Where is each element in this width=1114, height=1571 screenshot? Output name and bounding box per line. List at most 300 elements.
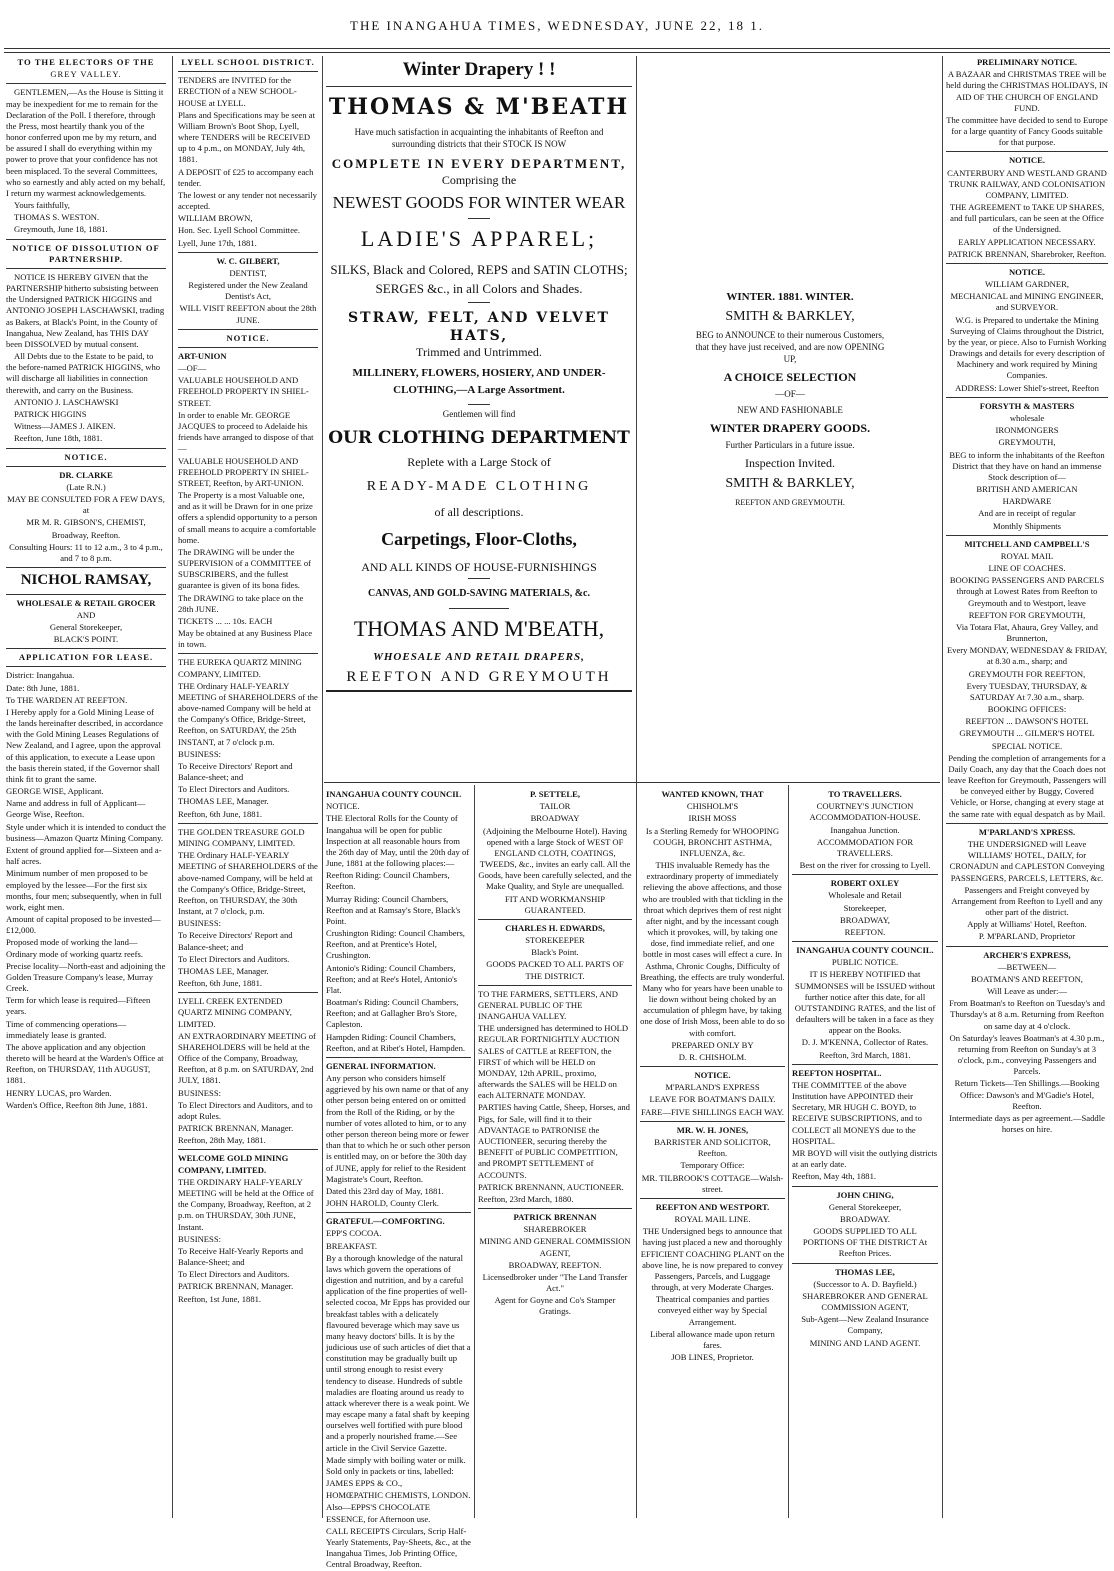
advert-line: IRONMONGERS xyxy=(995,425,1059,436)
advert-divider xyxy=(640,1121,785,1122)
advert-line: Extent of ground applied for—Sixteen and a-half acres. xyxy=(6,844,162,867)
advert-line: Registered under the New Zealand Dentist's Act, xyxy=(188,280,308,302)
advert-line: D. R. CHISHOLM. xyxy=(678,1051,747,1062)
advert-line: PREPARED ONLY BY xyxy=(671,1039,754,1050)
advert-line: Reefton, 3rd March, 1881. xyxy=(819,1049,911,1060)
advert-divider xyxy=(326,1057,471,1058)
drapery-comprising: Comprising the xyxy=(441,172,517,187)
advert-line: IRISH MOSS xyxy=(688,813,737,824)
advert-line: (Late R.N.) xyxy=(66,481,106,492)
advert-line: FORSYTH & MASTERS xyxy=(979,400,1075,411)
drapery-gentlemen: Gentlemen will find xyxy=(442,408,516,419)
advert-divider xyxy=(640,1198,785,1199)
advert xyxy=(946,401,1108,532)
advert-line: THE ORDINARY HALF-YEARLY MEETING will be held at the Office of the Company, Broadway, Reefton, at 2 p.m. on THURSDAY, 30th JUNE, Instant. xyxy=(178,1176,314,1232)
advert xyxy=(178,57,318,68)
advert-line: AND xyxy=(76,609,96,620)
advert xyxy=(640,789,785,1063)
advert-line: BROADWAY, REEFTON. xyxy=(508,1259,602,1270)
advert-line: Hampden Riding: Council Chambers, Reefton, and at Ribet's Hotel, Hampden. xyxy=(326,1031,466,1053)
advert-line: Reefton, June 18th, 1881. xyxy=(14,433,103,444)
advert-line: BARRISTER AND SOLICITOR, Reefton. xyxy=(654,1136,771,1159)
advert-divider xyxy=(178,823,318,824)
advert xyxy=(178,1153,318,1304)
advert-line: Wholesale and Retail xyxy=(828,890,902,901)
advert xyxy=(326,789,471,1054)
advert-line: Apply at Williams' Hotel, Reefton. xyxy=(967,919,1087,930)
advert xyxy=(178,75,318,249)
advert-line: ROYAL MAIL xyxy=(1000,550,1054,561)
advert-line: Reefton, May 4th, 1881. xyxy=(792,1171,877,1182)
advert-line: GRATEFUL—COMFORTING. xyxy=(326,1216,445,1227)
advert-divider xyxy=(178,653,318,654)
advert-line: Best on the river for crossing to Lyell. xyxy=(799,860,931,871)
advert xyxy=(178,256,318,326)
advert-line: HARDWARE xyxy=(1002,496,1052,507)
advert-line: GEORGE WISE, Applicant. xyxy=(6,786,104,797)
advert-line: P. M'PARLAND, Proprietor xyxy=(978,931,1076,942)
advert-line: REEFTON FOR GREYMOUTH, xyxy=(968,609,1086,620)
advert-line: In order to enable Mr. GEORGE JACQUES to proceed to Adelaide his friends have arranged to dispose of that— xyxy=(178,409,314,454)
advert-divider xyxy=(6,239,166,240)
advert-line: BOOKING OFFICES: xyxy=(987,704,1067,715)
advert xyxy=(946,827,1108,943)
advert-line: GOODS SUPPLIED TO ALL PORTIONS OF THE DISTRICT At Reefton Prices. xyxy=(802,1226,928,1259)
column-divider xyxy=(636,56,637,1518)
top-rule-2 xyxy=(4,52,1110,53)
advert-line: Storekeeper, xyxy=(843,902,887,913)
advert-line: HENRY LUCAS, pro Warden. xyxy=(6,1087,112,1098)
advert-divider xyxy=(178,992,318,993)
advert-line: Agent for Goyne and Co's Stamper Gratings. xyxy=(494,1295,616,1317)
advert-divider xyxy=(792,874,938,875)
advert-line: THOMAS LEE, Manager. xyxy=(178,796,269,807)
advert-line: PATRICK HIGGINS xyxy=(14,408,87,419)
drapery-title: Winter Drapery ! ! xyxy=(402,59,556,80)
advert-line: The lowest or any tender not necessarily accepted. xyxy=(178,189,317,212)
advert-line: ROYAL MAIL LINE. xyxy=(674,1214,751,1225)
advert-line: DENTIST, xyxy=(229,267,267,278)
drapery-house: AND ALL KINDS OF HOUSE-FURNISHINGS xyxy=(361,559,597,574)
advert-line: General Storekeeper, xyxy=(49,621,123,632)
mid-rule xyxy=(324,782,940,783)
advert xyxy=(178,827,318,989)
advert-line: BREAKFAST. xyxy=(326,1240,378,1251)
advert-line: HOMŒPATHIC CHEMISTS, LONDON. xyxy=(326,1490,471,1501)
advert xyxy=(6,670,166,1111)
advert-line: wholesale xyxy=(1009,412,1045,423)
advert xyxy=(6,452,166,463)
advert-line: To Elect Directors and Auditors. xyxy=(178,953,290,964)
advert-line: To Elect Directors and Auditors. xyxy=(178,1269,290,1280)
winter-line: WINTER DRAPERY GOODS. xyxy=(709,420,871,435)
advert-line: REEFTON HOSPITAL. xyxy=(792,1067,882,1078)
advert-line: To Receive Half-Yearly Reports and Balance-Sheet; and xyxy=(178,1245,304,1268)
advert-line: NOTICE. xyxy=(1008,266,1046,277)
advert xyxy=(946,267,1108,394)
advert-line: BROADWAY, xyxy=(840,914,890,925)
advert-divider xyxy=(6,466,166,467)
advert-line: REEFTON ... DAWSON'S HOTEL xyxy=(965,716,1089,727)
advert-line: GREYMOUTH FOR REEFTON, xyxy=(968,668,1086,679)
advert xyxy=(946,155,1108,260)
advert xyxy=(792,945,938,1061)
advert-line: LEAVE FOR BOATMAN'S DAILY. xyxy=(649,1094,776,1105)
advert-line: On Saturday's leaves Boatman's at 4.30 p.m., returning from Reefton on Sunday's at 3 o'clock, p.m., conveying Passengers and Parcels. xyxy=(949,1032,1105,1077)
advert-divider xyxy=(946,535,1108,536)
advert-line: Any person who considers himself aggrieved by his own name or that of any other person being entered on or omitted from the Roll of the Riding, or by the number of votes alloted to him, or to any other person thereon being more or fewer than that to which he or such other person is entitled may, on or before the 30th day of JUNE, apply for relief to the Resident Magistrate's Court, Reefton. xyxy=(326,1073,471,1184)
winter-advert xyxy=(690,286,890,546)
advert-line: BROADWAY xyxy=(530,813,580,824)
advert-line: CANTERBURY AND WESTLAND GRAND TRUNK RAILWAY, AND COLONISATION COMPANY, LIMITED. xyxy=(947,167,1107,200)
advert-line: MITCHELL AND CAMPBELL'S xyxy=(964,538,1090,549)
advert-divider xyxy=(6,648,166,649)
advert-line: MECHANICAL and MINING ENGINEER, and SURVEYOR. xyxy=(950,291,1104,313)
drapery-replete: Replete with a Large Stock of xyxy=(407,454,551,469)
advert-divider xyxy=(326,1212,471,1213)
advert-line: Pending the completion of arrangements for a Daily Coach, any day that the Coach does not leave Reefton for Greymouth, Passengers will be conveyed either by Buggy, Covered Vehicle, or Horse, changing at every stage at the same rate with equal despatch as by Mail. xyxy=(947,752,1107,819)
advert-line: —BETWEEN— xyxy=(997,961,1057,972)
drapery-wholesale: WHOESALE AND RETAIL DRAPERS, xyxy=(373,650,585,663)
advert-line: Name and address in full of Applicant—George Wise, Reefton. xyxy=(6,798,146,820)
advert-line: Intermediate days as per agreement.—Saddle horses on hire. xyxy=(949,1112,1105,1135)
advert-divider xyxy=(6,594,166,595)
advert xyxy=(946,57,1108,148)
advert-line: MR BOYD will visit the outlying districts at an early date. xyxy=(792,1147,938,1170)
advert-line: THE COMMITTEE of the above Institution have APPOINTED their Secretary, MR HUGH C. BOYD, to RECEIVE SUBSCRIPTIONS, and to COLLECT all MONEYS due to the HOSPITAL. xyxy=(792,1079,922,1146)
advert-line: Consulting Hours: 11 to 12 a.m., 3 to 4 p.m., and 7 to 8 p.m. xyxy=(9,541,163,563)
advert-divider xyxy=(478,1208,632,1209)
advert-line: Dated this 23rd day of May, 1881. xyxy=(326,1185,444,1196)
advert-divider xyxy=(178,71,318,72)
advert-line: NOTICE OF DISSOLUTION OF PARTNERSHIP. xyxy=(12,242,160,264)
drapery-ladies: LADIE'S APPAREL; xyxy=(360,226,598,252)
advert-line: Plans and Specifications may be seen at William Brown's Boot Shop, Lyell, where TENDERS will be RECEIVED up to 4 p.m., on MONDAY, July 4th, 1881. xyxy=(178,109,315,165)
advert-line: PATRICK BRENNANN, AUCTIONEER. xyxy=(478,1181,624,1192)
advert-line: MR M. R. GIBSON'S, CHEMIST, xyxy=(26,517,146,528)
advert-line: Murray Riding: Council Chambers, Reefton and at Ramsay's Store, Black's Point. xyxy=(326,893,461,926)
advert-line: REEFTON. xyxy=(844,926,886,937)
advert-line: Greymouth, June 18, 1881. xyxy=(14,224,108,235)
advert-line: THE undersigned has determined to HOLD REGULAR FORTNIGHTLY AUCTION SALES of CATTLE at REEFTON, the FIRST of which will be HELD on MONDAY, 12th APRIL, proximo, afterwards the SALES will be HELD on each ALTERNATE MONDAY. xyxy=(478,1023,629,1101)
advert xyxy=(178,996,318,1146)
advert-line: JOB LINES, Proprietor. xyxy=(671,1352,754,1363)
advert-line: By a thorough knowledge of the natural laws which govern the operations of digestion and nutrition, and by a careful application of the fine properties of well-selected cocoa, Mr Epps has provided our breakfast tables with a delicately flavoured beverage which may save us many heavy doctors' bills. It is by the judicious use of such articles of diet that a constitution may be gradually built up until strong enough to resist every tendency to disease. Hundreds of subtle maladies are floating around us ready to attack wherever there is a weak point. We may escape many a fatal shaft by keeping ourselves well fortified with pure blood and a properly nourished frame.—See article in the Civil Service Gazette. xyxy=(326,1252,471,1453)
advert-line: EARLY APPLICATION NECESSARY. xyxy=(958,236,1096,247)
advert xyxy=(792,878,938,938)
winter-line: SMITH & BARKLEY, xyxy=(725,476,855,492)
advert xyxy=(792,1190,938,1260)
advert-line: Lyell, June 17th, 1881. xyxy=(178,237,257,248)
advert-divider xyxy=(792,941,938,942)
masthead: THE INANGAHUA TIMES, WEDNESDAY, JUNE 22, 18 1. xyxy=(350,18,764,33)
advert-line: BOATMAN'S AND REEFTON, xyxy=(971,973,1083,984)
advert-line: The committee have decided to send to Europe for a large quantity of Fancy Goods suitable for that purpose. xyxy=(946,114,1108,148)
advert-line: BOOKING PASSENGERS AND PARCELS through at Lowest Rates from Reefton to Greymouth and to Westport, leave xyxy=(949,575,1105,608)
advert-line: THE Ordinary HALF-YEARLY MEETING of SHAREHOLDERS of the above-named Company will be held at the Company's Office, Bridge-Street, Reefton, on SATURDAY, the 25th INSTANT, at 7 o'clock p.m. xyxy=(178,680,318,747)
advert-line: NOTICE. xyxy=(226,332,270,343)
column-divider xyxy=(942,56,943,1518)
drapery-carpetings: Carpetings, Floor-Cloths, xyxy=(381,529,577,550)
advert xyxy=(478,923,632,982)
advert-line: BLACK'S POINT. xyxy=(53,634,119,645)
advert-line: LYELL CREEK EXTENDED QUARTZ MINING COMPANY, LIMITED. xyxy=(178,996,292,1029)
advert-line: NOTICE. xyxy=(64,451,108,462)
advert-line: A BAZAAR and CHRISTMAS TREE will be held during the CHRISTMAS HOLIDAYS, IN AID OF THE CHURCH OF ENGLAND FUND. xyxy=(946,69,1109,113)
advert-line: WILL VISIT REEFTON about the 28th JUNE. xyxy=(179,303,317,325)
winter-line: —OF— xyxy=(775,389,805,400)
advert-line: Precise locality—North-east and adjoining the Golden Treasure Company's lease, Murray Creek. xyxy=(6,960,166,994)
advert-line: TO THE ELECTORS OF THE xyxy=(17,57,155,67)
advert-line: VALUABLE HOUSEHOLD AND FREEHOLD PROPERTY IN SHIEL-STREET. xyxy=(178,375,309,408)
advert-line: NOTICE. xyxy=(694,1070,731,1081)
advert-line: GREY VALLEY. xyxy=(50,69,122,80)
advert-line: Is a Sterling Remedy for WHOOPING COUGH, BRONCHIT ASTHMA, INFLUENZA, &c. xyxy=(645,825,780,858)
advert-line: Sub-Agent—New Zealand Insurance Company, xyxy=(801,1314,929,1336)
advert-line: To Receive Directors' Report and Balance-sheet; and xyxy=(178,760,293,783)
advert-line: DR. CLARKE xyxy=(59,469,113,480)
advert-line: ROBERT OXLEY xyxy=(830,878,900,889)
advert-line: BUSINESS: xyxy=(178,1087,221,1098)
advert-line: JOHN CHING, xyxy=(836,1189,894,1200)
advert xyxy=(178,333,318,344)
advert-divider xyxy=(478,985,632,986)
winter-line: A CHOICE SELECTION xyxy=(723,369,857,384)
advert-line: The Property is a most Valuable one, and as it will be Drawn for in one prize offers a splendid opportunity to a person of small means to acquire a comfortable home. xyxy=(178,490,318,545)
advert xyxy=(6,470,166,564)
advert-divider xyxy=(178,252,318,253)
advert-line: The DRAWING will be under the SUPERVISION of a COMMITTEE of SUBSCRIBERS, and the fullest guarantee is given of its bona fides. xyxy=(178,546,311,591)
advert-line: Antonio's Riding: Council Chambers, Reefton; and at Ree's Hotel, Antonio's Flat. xyxy=(326,962,458,995)
advert xyxy=(640,1125,785,1195)
drapery-hats: STRAW, FELT, AND VELVET HATS, xyxy=(348,309,610,345)
advert-line: AN EXTRAORDINARY MEETING of SHAREHOLDERS will be held at the Office of the Company, Broadway, Reefton, at 8 p.m. on SATURDAY, 2nd JULY, 1881. xyxy=(178,1030,316,1086)
drapery-firm: THOMAS & M'BEATH xyxy=(328,93,630,120)
drapery-trimmed: Trimmed and Untrimmed. xyxy=(416,345,542,360)
advert-line: TO THE FARMERS, SETTLERS, AND GENERAL PUBLIC OF THE INANGAHUA VALLEY. xyxy=(478,988,618,1022)
advert-divider xyxy=(792,1064,938,1065)
advert-divider xyxy=(6,666,166,667)
advert-line: And are in receipt of regular xyxy=(978,508,1076,519)
advert-line: INANGAHUA COUNTY COUNCIL xyxy=(326,789,462,799)
advert-divider xyxy=(6,567,166,568)
drapery-newest: NEWEST GOODS FOR WINTER WEAR xyxy=(332,193,626,213)
advert-line: GOODS PACKED TO ALL PARTS OF THE DISTRICT. xyxy=(486,959,624,981)
advert-divider xyxy=(946,397,1108,398)
advert-line: Via Totara Flat, Ahaura, Grey Valley, and Brunnerton, xyxy=(956,621,1098,644)
advert-line: Witness—JAMES J. AIKEN. xyxy=(14,421,116,432)
advert-line: NOTICE. xyxy=(326,801,360,812)
drapery-towns: REEFTON AND GREYMOUTH xyxy=(326,668,632,692)
winter-line: BEG to ANNOUNCE to their numerous Customers, that they have just received, and are now OPENING UP, xyxy=(695,330,885,364)
advert-line: COURTNEY'S JUNCTION ACCOMMODATION-HOUSE. xyxy=(809,801,921,823)
advert-line: TO TRAVELLERS. xyxy=(828,789,902,799)
drapery-silks: SILKS, Black and Colored, REPS and SATIN CLOTHS; SERGES &c., in all Colors and Shades. xyxy=(330,261,628,297)
advert-line: WELCOME GOLD MINING COMPANY, LIMITED. xyxy=(178,1153,289,1175)
advert-divider xyxy=(946,823,1108,824)
advert-line: Reefton, 6th June, 1881. xyxy=(178,978,263,989)
advert-line: Style under which it is intended to conduct the business—Amazon Quartz Mining Company. xyxy=(6,821,166,843)
advert-line: EPP'S COCOA. xyxy=(326,1228,382,1239)
advert-line: Time of commencing operations—immediately lease is granted. xyxy=(6,1018,127,1040)
advert-line: ARCHER'S EXPRESS, xyxy=(983,949,1071,960)
advert-line: IT IS HEREBY NOTIFIED that SUMMONSES will be ISSUED without further notice after this date, for all OUTSTANDING RATES, and the list of defaulters will be taken in a face as they appear on the Books. xyxy=(794,969,936,1036)
advert-line: JOHN HAROLD, County Clerk. xyxy=(326,1198,439,1209)
advert-line: M'PARLAND'S EXPRESS xyxy=(665,1082,760,1093)
advert-line: CHARLES H. EDWARDS, xyxy=(505,922,605,933)
advert-line: —OF— xyxy=(178,363,207,374)
drapery-intro: Have much satisfaction in acquainting the inhabitants of Reefton and surrounding districts that their STOCK IS NOW xyxy=(354,127,604,149)
advert-line: Boatman's Riding: Council Chambers, Reefton; and at Gallagher Bro's Store, Capleston. xyxy=(326,997,459,1030)
column-4b xyxy=(792,788,938,1518)
advert-line: PATRICK BRENNAN xyxy=(513,1212,597,1223)
advert-line: Also—EPPS'S CHOCOLATE ESSENCE, for Afternoon use. xyxy=(326,1502,431,1524)
advert-line: To Receive Directors' Report and Balance-sheet; and xyxy=(178,930,293,952)
advert-line: To Elect Directors and Auditors. xyxy=(178,784,290,795)
advert-line: PATRICK BRENNAN, Manager. xyxy=(178,1123,294,1134)
advert-divider xyxy=(946,151,1108,152)
advert-line: Temporary Office: xyxy=(680,1160,745,1171)
advert-line: A DEPOSIT of £25 to accompany each tender. xyxy=(178,166,314,188)
advert-line: LINE OF COACHES. xyxy=(988,563,1066,574)
advert-line: ANTONIO J. LASCHAWSKI xyxy=(14,396,119,407)
advert-line: THOMAS LEE, xyxy=(835,1266,895,1277)
advert-line: Reefton, 1st June, 1881. xyxy=(178,1293,262,1304)
advert-line: THE Undersigned begs to announce that having just placed a new and thoroughly EFFICIENT COACHING PLANT on the above line, he is now prepared to convey Passengers, Parcels, and Luggage through, at very Moderate Charges. xyxy=(640,1226,785,1293)
drapery-millinery: MILLINERY, FLOWERS, HOSIERY, AND UNDER-CLOTHING,—A Large Assortment. xyxy=(352,366,606,397)
advert xyxy=(6,243,166,265)
advert-line: WANTED KNOWN, THAT xyxy=(661,789,764,799)
column-3b xyxy=(478,788,632,1518)
column-divider xyxy=(322,56,323,1518)
advert-divider xyxy=(6,268,166,269)
advert-line: District: Inangahua. xyxy=(6,670,75,681)
advert-line: General Storekeeper, xyxy=(828,1201,902,1212)
advert-line: NICHOL RAMSAY, xyxy=(20,572,152,589)
advert-line: Every MONDAY, WEDNESDAY & FRIDAY, at 8.30 a.m., sharp; and xyxy=(946,645,1108,667)
drapery-complete: COMPLETE IN EVERY DEPARTMENT, xyxy=(331,155,627,171)
advert-line: CHISHOLM'S xyxy=(686,801,739,812)
advert-line: SHAREBROKER AND GENERAL COMMISSION AGENT, xyxy=(802,1290,928,1313)
column-divider xyxy=(474,785,475,1518)
advert-line: Licensedbroker under "The Land Transfer Act." xyxy=(482,1271,628,1294)
advert-line: M'PARLAND'S XPRESS. xyxy=(978,826,1076,837)
advert-line: GREYMOUTH, xyxy=(998,437,1056,448)
advert-line: BROADWAY. xyxy=(840,1213,890,1224)
advert-line: Every TUESDAY, THURSDAY, & SATURDAY At 7.30 a.m., sharp. xyxy=(966,680,1088,702)
advert-divider xyxy=(792,1186,938,1187)
advert xyxy=(792,1068,938,1183)
advert-line: Monthly Shipments xyxy=(992,520,1062,531)
drapery-advert xyxy=(326,56,632,786)
advert-line: Crushington Riding: Council Chambers, Reefton, and at Prentice's Hotel, Crushington. xyxy=(326,928,465,961)
advert-divider xyxy=(946,946,1108,947)
advert-line: Yours faithfully, xyxy=(14,200,70,211)
drapery-readymade: READY-MADE CLOTHING xyxy=(366,479,592,495)
advert-line: PARTIES having Cattle, Sheep, Horses, and Pigs, for Sale, will find it to their ADVANTAGE to PATRONISE the AUCTIONEER, securing thereby the BENEFIT of PUBLIC COMPETITION, and PROMPT SETTLEMENT of ACCOUNTS. xyxy=(478,1102,630,1180)
advert xyxy=(6,87,166,235)
advert-line: INANGAHUA COUNTY COUNCIL. xyxy=(796,945,934,956)
advert xyxy=(178,657,318,819)
advert-line: (Adjoining the Melbourne Hotel). Having opened with a large Stock of WEST OF ENGLAND CLOTH, COATINGS, TWEEDS, &c., invites an early call. All the Goods, have been carefully selected, and the Make Quality, and Style are unequalled. xyxy=(478,825,632,892)
advert-line: THE Ordinary HALF-YEARLY MEETING of SHAREHOLDERS of the above-named Company, will be held at the Company's Office, Bridge-Street, Reefton, on THURSDAY, the 30th Instant, at 7 o'clock, p.m. xyxy=(178,850,318,917)
advert-line: Reefton, 6th June, 1881. xyxy=(178,808,263,819)
advert-line: BEG to inform the inhabitants of the Reefton District that they have on hand an immense Stock description of— xyxy=(949,449,1105,482)
advert-line: Hon. Sec. Lyell School Committee. xyxy=(178,225,300,236)
advert xyxy=(792,789,938,871)
advert xyxy=(946,539,1108,820)
advert-line: Passengers and Freight conveyed by Arrangement from Reefton to Lyell and any other part of the district. xyxy=(951,884,1103,918)
advert-line: All Debts due to the Estate to be paid, to the before-named PATRICK HIGGINS, who will discharge all liabilities in connection therewith, and carry on the Business. xyxy=(6,351,161,395)
advert-line: P. SETTELE, xyxy=(529,789,581,799)
advert-line: THE AGREEMENT to TAKE UP SHARES, and full particulars, can be seen at the Office of the Undersigned. xyxy=(949,202,1105,235)
advert-line: Term for which lease is required—Fifteen years. xyxy=(6,995,151,1017)
advert xyxy=(478,1212,632,1318)
advert-line: MAY BE CONSULTED FOR A FEW DAYS, at xyxy=(7,494,165,516)
advert-line: FIT AND WORKMANSHIP GUARANTEED. xyxy=(505,893,605,915)
advert xyxy=(6,652,166,663)
winter-line: Further Particulars in a future issue. xyxy=(725,440,855,451)
column-4a xyxy=(640,788,785,1518)
advert-divider xyxy=(6,83,166,84)
advert-line: REEFTON AND WESTPORT. xyxy=(655,1201,770,1212)
advert-line: Will Leave as under:— xyxy=(986,986,1068,997)
advert xyxy=(478,789,632,916)
advert-line: May be obtained at any Business Place in town. xyxy=(178,628,313,650)
drapery-canvas: CANVAS, AND GOLD-SAVING MATERIALS, &c. xyxy=(368,588,590,600)
advert xyxy=(6,57,166,80)
advert-line: THE GOLDEN TREASURE GOLD MINING COMPANY, LIMITED. xyxy=(178,826,305,848)
advert-line: Broadway, Reefton. xyxy=(51,529,121,540)
advert-divider xyxy=(946,263,1108,264)
advert-line: Reefton, 23rd March, 1880. xyxy=(478,1193,574,1204)
advert-line: Reefton, 28th May, 1881. xyxy=(178,1135,266,1146)
advert-divider xyxy=(478,919,632,920)
advert-line: To THE WARDEN AT REEFTON. xyxy=(6,694,128,705)
advert xyxy=(326,1061,471,1209)
advert-line: ACCOMMODATION FOR TRAVELLERS. xyxy=(816,836,914,858)
advert xyxy=(6,571,166,591)
advert-divider xyxy=(640,1066,785,1067)
advert-line: BUSINESS: xyxy=(178,1233,221,1244)
advert-line: TENDERS are INVITED for the ERECTION of a NEW SCHOOL-HOUSE at LYELL. xyxy=(178,75,297,108)
advert-divider xyxy=(178,1149,318,1150)
advert-line: The DRAWING to take place on the 28th JUNE. xyxy=(178,592,304,614)
advert-line: Reefton Riding: Council Chambers, Reefton. xyxy=(326,870,450,892)
advert-line: From Boatman's to Reefton on Tuesday's and Thursday's at 8 a.m. Returning from Reefton on same day at 4 o'clock. xyxy=(949,998,1105,1031)
advert-line: GENERAL INFORMATION. xyxy=(326,1060,436,1071)
advert-line: SPECIAL NOTICE. xyxy=(991,740,1063,751)
advert-line: I Hereby apply for a Gold Mining Lease of the lands hereinafter described, in accordance with the Gold Mining Leases Regulations of New Zealand, and I agree, upon the approval of this application, to execute a Lease upon the basis therein stated, if the Governor shall think fit to grant the same. xyxy=(6,706,163,784)
advert-line: THOMAS S. WESTON. xyxy=(14,212,100,223)
advert-line: MR. W. H. JONES, xyxy=(676,1124,749,1135)
advert-line: MINING AND GENERAL COMMISSION AGENT, xyxy=(479,1236,631,1258)
advert-line: WILLIAM BROWN, xyxy=(178,213,253,224)
advert-line: ART-UNION xyxy=(178,350,227,361)
advert-line: THOMAS LEE, Manager. xyxy=(178,965,269,976)
advert-line: D. J. M'KENNA, Collector of Rates. xyxy=(801,1037,929,1048)
advert-line: PATRICK BRENNAN, Manager. xyxy=(178,1281,294,1292)
advert xyxy=(640,1070,785,1118)
advert xyxy=(326,1216,471,1570)
advert-line: THE UNDERSIGNED will Leave WILLIAMS' HOTEL, DAILY, for CRONADUN and CAPLESTON Conveying PASSENGERS, PARCELS, LETTERS, &c. xyxy=(949,839,1105,883)
advert-line: THE Electoral Rolls for the County of Inangahua will be open for public Inspection at all reasonable hours from the 26th day of May, until the 20th day of June, 1881 at the following places:— xyxy=(326,813,470,869)
advert-line: APPLICATION FOR LEASE. xyxy=(18,652,154,663)
winter-line: Inspection Invited. xyxy=(745,455,835,470)
advert-line: PRELIMINARY NOTICE. xyxy=(976,57,1078,67)
advert-line: Theatrical companies and parties conveyed either way by Special Arrangement. xyxy=(655,1294,770,1327)
advert-line: TICKETS ... ... 10s. EACH xyxy=(178,615,273,626)
